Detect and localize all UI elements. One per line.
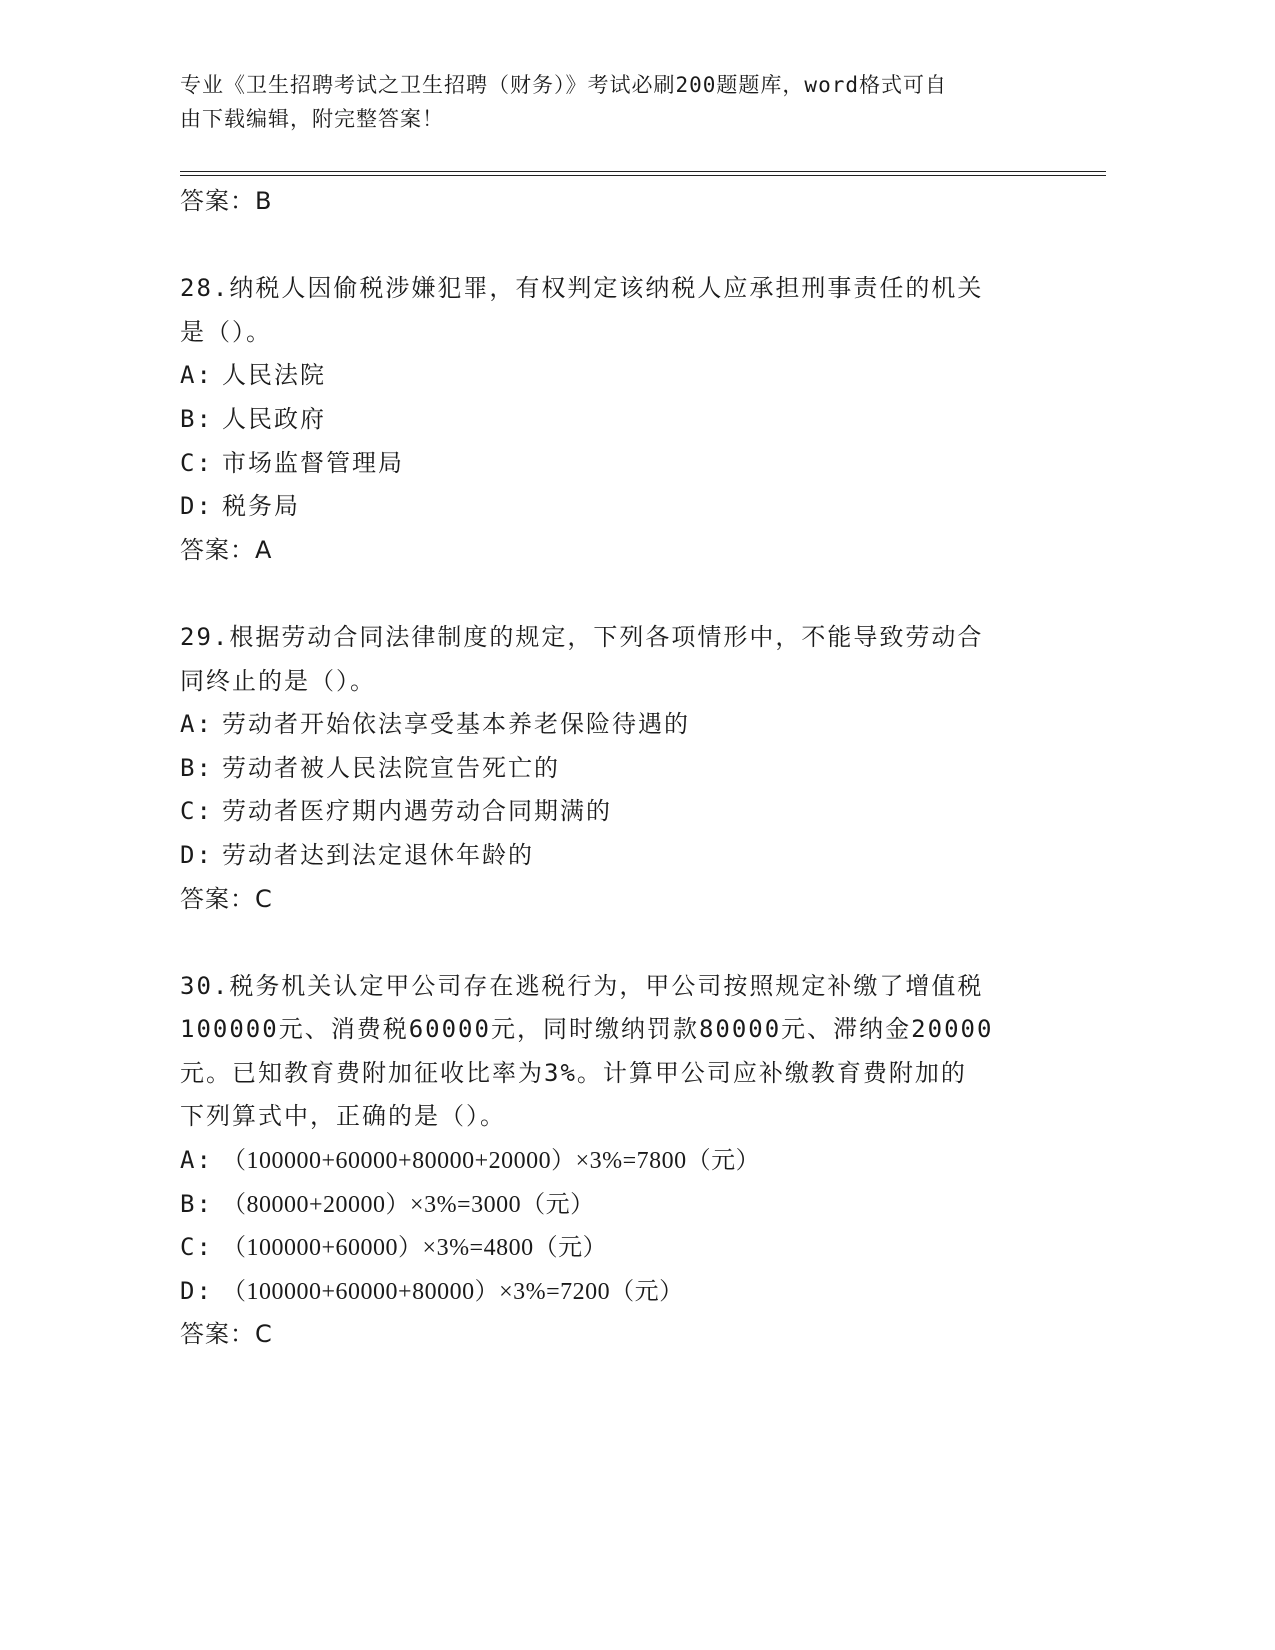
option-text: 人民法院 <box>222 361 326 390</box>
option-text: 劳动者被人民法院宣告死亡的 <box>222 753 560 782</box>
option-c <box>180 790 1040 834</box>
option-a <box>180 354 1040 398</box>
answer: 答案：C <box>180 1320 273 1349</box>
option-b <box>180 1183 1040 1227</box>
option-label: D: <box>180 1276 213 1305</box>
option-text: 市场监督管理局 <box>222 448 404 477</box>
option-label: B: <box>180 1189 213 1218</box>
answer: 答案：A <box>180 535 273 564</box>
option-text: 税务局 <box>222 492 300 521</box>
option-label: C: <box>180 448 213 477</box>
option-text: 人民政府 <box>222 404 326 433</box>
option-c <box>180 1226 1040 1270</box>
previous-answer: 答案：B <box>180 187 273 215</box>
spacer <box>180 921 1040 965</box>
option-c <box>180 442 1040 486</box>
option-d <box>180 485 1040 529</box>
spacer <box>180 224 1040 268</box>
question-stem-line: 同终止的是（）。 <box>180 666 376 695</box>
option-b <box>180 398 1040 442</box>
option-text: （100000+60000+80000+20000）×3%=7800（元） <box>222 1148 761 1175</box>
header-divider-bottom <box>180 175 1106 176</box>
option-label: A: <box>180 361 213 390</box>
option-b <box>180 747 1040 791</box>
question-stem-line: 下列算式中，正确的是（）。 <box>180 1102 506 1131</box>
question-28 <box>180 267 1040 572</box>
option-text: 劳动者开始依法享受基本养老保险待遇的 <box>222 710 690 739</box>
question-30 <box>180 965 1040 1357</box>
option-text: （100000+60000+80000）×3%=7200（元） <box>222 1278 684 1305</box>
question-stem-line: 100000元、消费税60000元，同时缴纳罚款80000元、滞纳金20000 <box>180 1015 994 1044</box>
option-label: C: <box>180 1233 213 1262</box>
option-text: （80000+20000）×3%=3000（元） <box>222 1191 595 1218</box>
question-stem-line: 28.纳税人因偷税涉嫌犯罪，有权判定该纳税人应承担刑事责任的机关 <box>180 274 984 303</box>
spacer <box>180 572 1040 616</box>
header-divider-top <box>180 171 1106 172</box>
option-label: B: <box>180 404 213 433</box>
question-stem-line: 是（）。 <box>180 317 272 346</box>
document-header <box>180 68 1040 136</box>
option-a <box>180 1139 1040 1183</box>
option-label: B: <box>180 753 213 782</box>
option-text: （100000+60000）×3%=4800（元） <box>222 1235 608 1262</box>
header-line-2: 由下载编辑，附完整答案！ <box>180 107 444 131</box>
option-a <box>180 703 1040 747</box>
option-label: D: <box>180 840 213 869</box>
option-d <box>180 834 1040 878</box>
option-text: 劳动者医疗期内遇劳动合同期满的 <box>222 797 612 826</box>
option-label: D: <box>180 492 213 521</box>
option-d <box>180 1270 1040 1314</box>
header-line-1: 专业《卫生招聘考试之卫生招聘（财务）》考试必刷200题题库，word格式可自 <box>180 73 947 97</box>
answer: 答案：C <box>180 884 273 913</box>
question-stem-line: 元。已知教育费附加征收比率为3%。计算甲公司应补缴教育费附加的 <box>180 1058 967 1087</box>
document-body <box>180 180 1040 1357</box>
question-stem-line: 30.税务机关认定甲公司存在逃税行为，甲公司按照规定补缴了增值税 <box>180 971 984 1000</box>
option-label: A: <box>180 710 213 739</box>
option-label: A: <box>180 1146 213 1175</box>
question-29 <box>180 616 1040 921</box>
option-text: 劳动者达到法定退休年龄的 <box>222 840 534 869</box>
question-stem-line: 29.根据劳动合同法律制度的规定，下列各项情形中，不能导致劳动合 <box>180 622 984 651</box>
option-label: C: <box>180 797 213 826</box>
